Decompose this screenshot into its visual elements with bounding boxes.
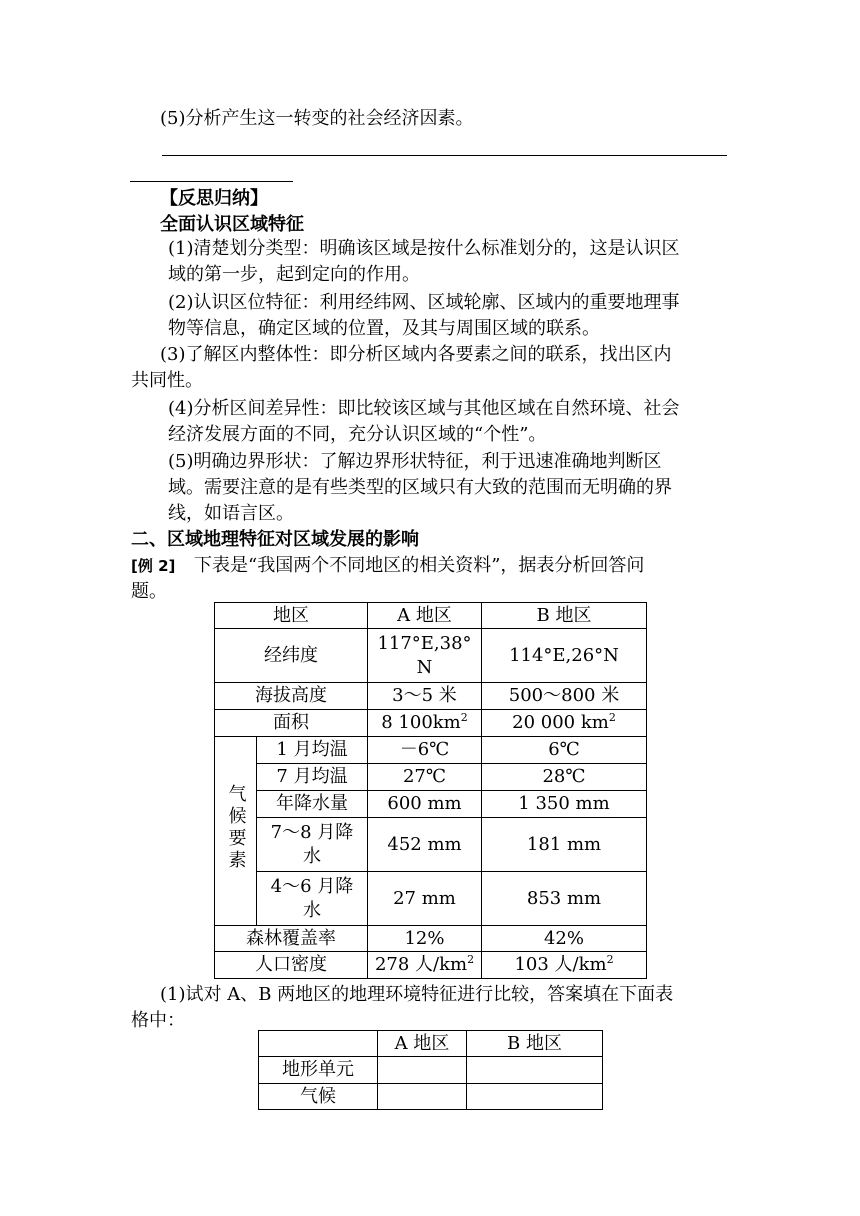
reflect-p5-line1: (5)明确边界形状：了解边界形状特征，利于迅速准确地判断区: [168, 451, 662, 472]
reflect-p3-line1: (3)了解区内整体性：即分析区域内各要素之间的联系，找出区内: [160, 344, 672, 365]
reflect-heading: 【反思归纳】: [160, 188, 268, 209]
area-b-value: 20 000 km: [512, 712, 609, 733]
jan-b: 6℃: [482, 737, 647, 764]
apr-jun-b: 853 mm: [482, 872, 647, 926]
climate-group-label: [215, 737, 257, 926]
answer-terrain-a-cell[interactable]: [378, 1057, 467, 1084]
reflect-p2-line1: (2)认识区位特征：利用经纬网、区域轮廓、区域内的重要地理事: [168, 292, 680, 313]
population-a-value: 278 人/km: [374, 954, 468, 975]
question-1-line2: 格中：: [131, 1010, 185, 1031]
latlon-b: 114°E,26°N: [482, 629, 647, 683]
table-row: [215, 710, 647, 737]
forest-label: 森林覆盖率: [215, 926, 368, 952]
answer-header-b: B 地区: [467, 1031, 603, 1057]
table-row: [215, 818, 647, 872]
population-label: 人口密度: [215, 952, 368, 979]
jul-b: 28℃: [482, 764, 647, 791]
answer-climate-a-cell[interactable]: [378, 1084, 467, 1110]
table-row: [259, 1031, 603, 1057]
latlon-label: 经纬度: [215, 629, 368, 683]
table-row: [215, 603, 647, 629]
jul-aug-label-line1: 7～8 月降: [270, 821, 354, 843]
answer-line-1: [162, 155, 727, 156]
jul-a: 27℃: [368, 764, 482, 791]
forest-a: 12%: [368, 926, 482, 952]
table-row: [215, 683, 647, 710]
population-b-value: 103 人/km: [514, 954, 607, 975]
altitude-b: 500～800 米: [482, 683, 647, 710]
reflect-p1-line2: 域的第一步，起到定向的作用。: [168, 264, 420, 285]
latlon-a-line1: 117°E,38°: [377, 632, 472, 654]
reflect-p2-line2: 物等信息，确定区域的位置，及其与周围区域的联系。: [168, 318, 600, 339]
annual-b: 1 350 mm: [482, 791, 647, 818]
table-row: [259, 1084, 603, 1110]
answer-line-2: [130, 181, 293, 182]
jul-aug-label-line2: 水: [303, 845, 321, 867]
table-row: [215, 629, 647, 683]
apr-jun-label: [257, 872, 368, 926]
apr-jun-a: 27 mm: [368, 872, 482, 926]
area-a: [368, 710, 482, 737]
answer-row-terrain: 地形单元: [259, 1057, 378, 1084]
question-5: (5)分析产生这一转变的社会经济因素。: [160, 108, 474, 129]
table-row: [215, 926, 647, 952]
answer-row-climate: 气候: [259, 1084, 378, 1110]
header-a: A 地区: [368, 603, 482, 629]
population-b-unit-exponent: 2: [606, 953, 614, 966]
latlon-a-line2: N: [416, 656, 433, 678]
jan-label: 1 月均温: [257, 737, 368, 764]
reflect-subheading: 全面认识区域特征: [160, 214, 304, 235]
example-label: [例 2]: [131, 557, 176, 575]
answer-header-a: A 地区: [378, 1031, 467, 1057]
answer-corner-cell: [259, 1031, 378, 1057]
table-row: [215, 737, 647, 764]
jan-a: －6℃: [368, 737, 482, 764]
area-a-value: 8 100km: [381, 712, 461, 733]
annual-a: 600 mm: [368, 791, 482, 818]
area-a-unit-exponent: 2: [460, 711, 468, 724]
population-a-unit-exponent: 2: [467, 953, 475, 966]
reflect-p4-line2: 经济发展方面的不同，充分认识区域的“个性”。: [168, 424, 547, 445]
table-row: [215, 764, 647, 791]
forest-b: 42%: [482, 926, 647, 952]
table-row: [259, 1057, 603, 1084]
question-1-line1: (1)试对 A、B 两地区的地理环境特征进行比较，答案填在下面表: [160, 984, 674, 1005]
population-b: [482, 952, 647, 979]
jul-label: 7 月均温: [257, 764, 368, 791]
latlon-a: [368, 629, 482, 683]
region-data-table: [214, 602, 647, 979]
answer-climate-b-cell[interactable]: [467, 1084, 603, 1110]
table-row: [215, 791, 647, 818]
reflect-p4-line1: (4)分析区间差异性：即比较该区域与其他区域在自然环境、社会: [168, 398, 680, 419]
annual-label: 年降水量: [257, 791, 368, 818]
table-row: [215, 952, 647, 979]
reflect-p3-line2: 共同性。: [131, 370, 203, 391]
reflect-p1-line1: (1)清楚划分类型：明确该区域是按什么标准划分的，这是认识区: [168, 238, 680, 259]
reflect-p5-line2: 域。需要注意的是有些类型的区域只有大致的范围而无明确的界: [168, 477, 672, 498]
apr-jun-label-line1: 4～6 月降: [270, 875, 354, 897]
example-line1: 下表是“我国两个不同地区的相关资料”，据表分析回答问: [194, 555, 645, 576]
jul-aug-a: 452 mm: [368, 818, 482, 872]
area-label: 面积: [215, 710, 368, 737]
header-b: B 地区: [482, 603, 647, 629]
altitude-label: 海拔高度: [215, 683, 368, 710]
jul-aug-b: 181 mm: [482, 818, 647, 872]
reflect-p5-line3: 线，如语言区。: [168, 503, 294, 524]
altitude-a: 3～5 米: [368, 683, 482, 710]
answer-terrain-b-cell[interactable]: [467, 1057, 603, 1084]
example-line2: 题。: [131, 581, 167, 602]
answer-table: [258, 1030, 603, 1110]
population-a: [368, 952, 482, 979]
area-b: [482, 710, 647, 737]
jul-aug-label: [257, 818, 368, 872]
climate-group-text: 气候要素: [225, 783, 247, 872]
area-b-unit-exponent: 2: [608, 711, 616, 724]
apr-jun-label-line2: 水: [303, 899, 321, 921]
table-row: [215, 872, 647, 926]
header-region: 地区: [215, 603, 368, 629]
section-title: 二、区域地理特征对区域发展的影响: [131, 529, 419, 550]
